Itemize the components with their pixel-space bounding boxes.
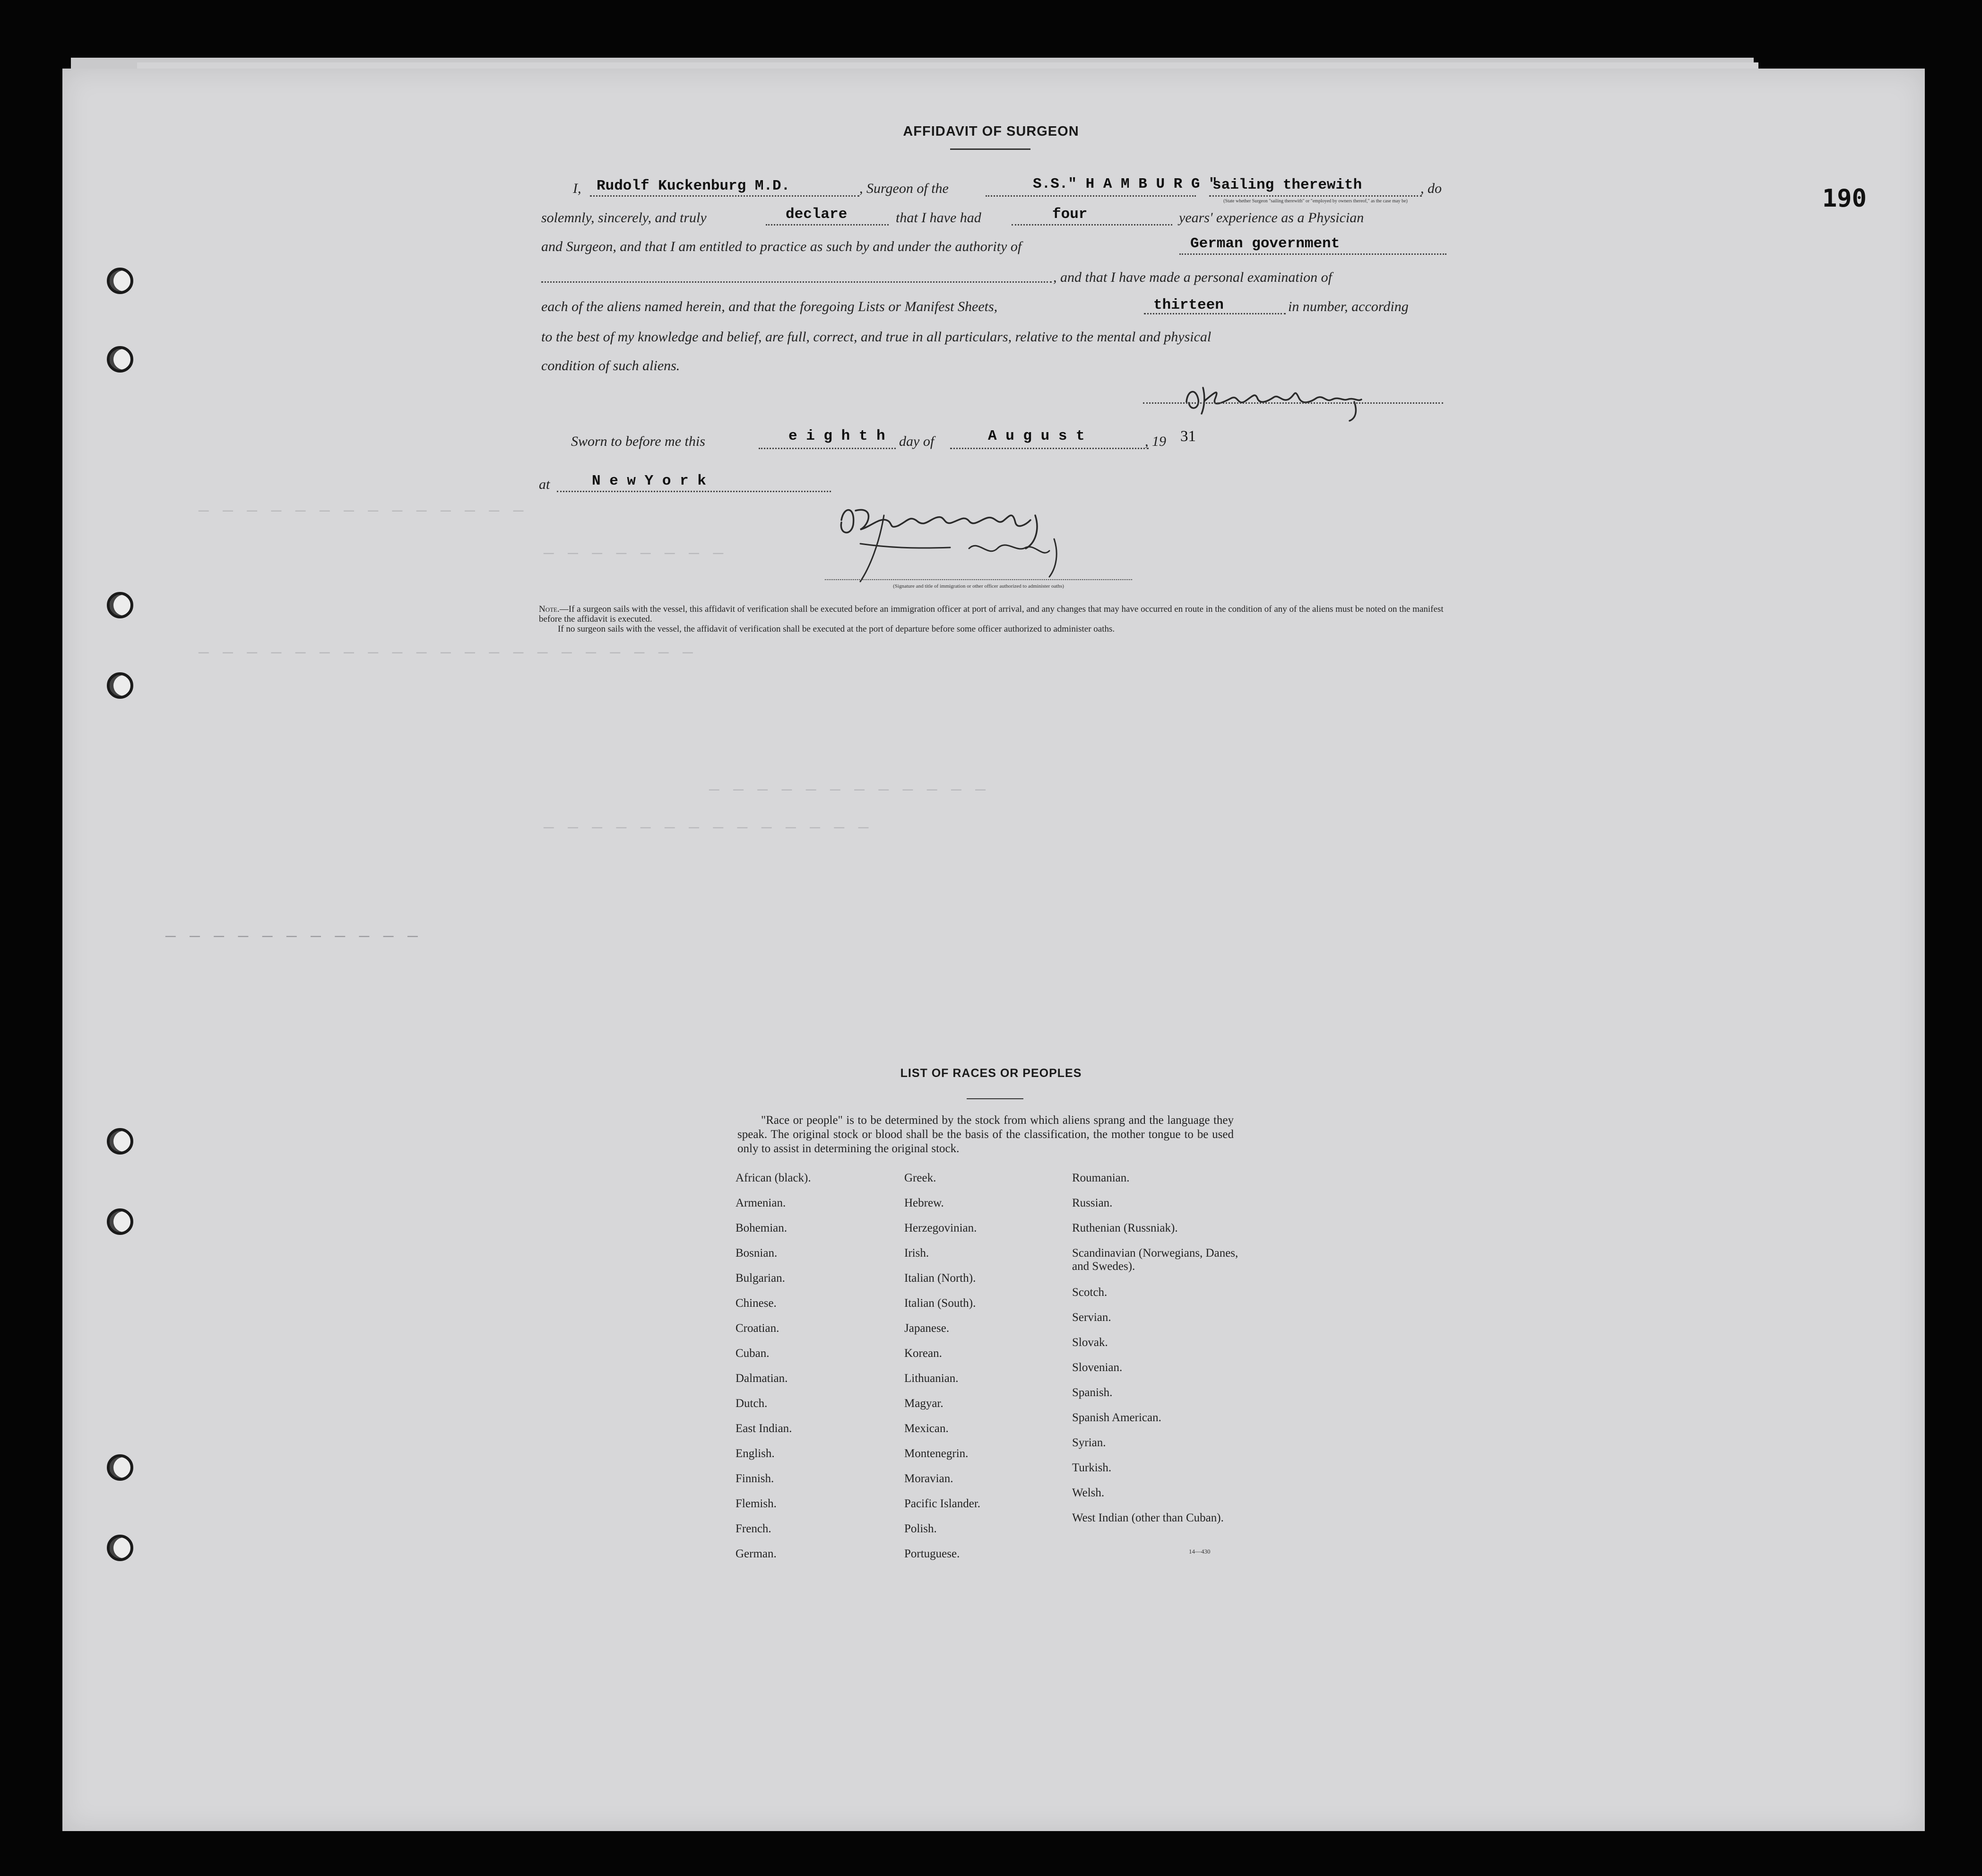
race-list-item: Dutch. — [736, 1397, 768, 1410]
sailing-note: (State whether Surgeon "sailing therewith" or "employed by owners thereof," as the case may be) — [1223, 199, 1408, 204]
race-list-item: Bohemian. — [736, 1222, 788, 1234]
race-list-item: West Indian (other than Cuban). — [1072, 1511, 1224, 1524]
punch-hole — [107, 268, 133, 294]
race-list-item: Japanese. — [904, 1322, 950, 1335]
verb-line — [766, 224, 889, 226]
affidavit-note — [539, 604, 1446, 634]
place-line — [557, 491, 831, 492]
race-list-item: German. — [736, 1547, 777, 1560]
races-title-rule — [967, 1098, 1023, 1099]
race-list-item: East Indian. — [736, 1422, 792, 1435]
race-list-item: Polish. — [904, 1522, 937, 1535]
race-list-item: Servian. — [1072, 1311, 1111, 1324]
sworn-month-line — [950, 448, 1149, 449]
punch-hole — [107, 1208, 133, 1235]
race-list-item: Bosnian. — [736, 1247, 778, 1259]
sworn-day: e i g h t h — [788, 428, 885, 444]
text-and-surgeon: and Surgeon, and that I am entitled to practice as such by and under the authority of — [541, 239, 1022, 254]
affidavit-title: AFFIDAVIT OF SURGEON — [903, 124, 1079, 139]
text-do: , do — [1420, 181, 1442, 196]
race-list-item: Russian. — [1072, 1197, 1113, 1209]
bleed-through-row: — — — — — — — — — — — — [165, 927, 420, 946]
text-sworn: Sworn to before me this — [571, 434, 705, 449]
officer-signature — [827, 492, 1186, 589]
race-list-item: Armenian. — [736, 1197, 786, 1209]
race-list-item: Ruthenian (Russniak). — [1072, 1222, 1178, 1234]
punch-hole — [107, 592, 133, 618]
punch-hole — [107, 1454, 133, 1481]
text-personal-exam: , and that I have made a personal examination of — [1053, 269, 1332, 285]
race-list-item: Hebrew. — [904, 1197, 944, 1209]
race-list-item: Irish. — [904, 1247, 929, 1259]
race-list-item: Flemish. — [736, 1497, 777, 1510]
form-number: 14—430 — [1189, 1548, 1211, 1555]
race-list-item: Italian (South). — [904, 1297, 976, 1310]
text-solemnly: solemnly, sincerely, and truly — [541, 210, 707, 226]
surgeon-signature-line — [1143, 402, 1443, 404]
years-line — [1012, 224, 1172, 226]
race-list-item: Dalmatian. — [736, 1372, 788, 1385]
punch-hole — [107, 1535, 133, 1561]
bleed-through-row: — — — — — — — — — — — — — [709, 780, 987, 799]
text-knowledge: to the best of my knowledge and belief, are full, correct, and true in all particulars, relative to the mental and physical — [541, 329, 1212, 345]
text-at: at — [539, 477, 550, 492]
surgeon-name-line — [590, 195, 859, 197]
race-list-item: Scandinavian (Norwegians, Danes, and Swedes). — [1072, 1247, 1238, 1273]
race-list-item: Korean. — [904, 1347, 942, 1360]
years: four — [1052, 206, 1088, 223]
text-year-prefix: , 19 — [1145, 434, 1166, 449]
race-list-item: Welsh. — [1072, 1486, 1105, 1499]
bleed-through-row: — — — — — — — — — [544, 544, 726, 563]
race-list-item: Magyar. — [904, 1397, 943, 1410]
race-list-item: French. — [736, 1522, 771, 1535]
note-label: Note. — [539, 604, 560, 614]
race-list-item: Syrian. — [1072, 1436, 1106, 1449]
race-list-item: Pacific Islander. — [904, 1497, 981, 1510]
race-list-item: Spanish American. — [1072, 1411, 1161, 1424]
authority-continuation-line — [541, 281, 1052, 283]
race-list-item: Bulgarian. — [736, 1272, 785, 1285]
sailing-status: sailing therewith — [1212, 177, 1362, 193]
race-list-item: Slovak. — [1072, 1336, 1108, 1349]
race-list-item: Moravian. — [904, 1472, 953, 1485]
bleed-through-row: — — — — — — — — — — — — — — — — — — — — — — [199, 643, 695, 662]
race-list-item: Spanish. — [1072, 1386, 1113, 1399]
race-list-item: Croatian. — [736, 1322, 779, 1335]
race-list-item: Italian (North). — [904, 1272, 976, 1285]
race-list-item: English. — [736, 1447, 775, 1460]
note-text: —If a surgeon sails with the vessel, this affidavit of verification shall be executed before an immigration officer at port of arrival, and any changes that may have occurred en route in the condition of any of the aliens must be noted on the manifest before the affidavit is executed. — [539, 604, 1444, 624]
race-list-item: Herzegovinian. — [904, 1222, 977, 1234]
verb: declare — [786, 206, 848, 223]
text-each-alien: each of the aliens named herein, and that the foregoing Lists or Manifest Sheets, — [541, 299, 998, 314]
text-years-experience: years' experience as a Physician — [1179, 210, 1364, 226]
text-in-number: in number, according — [1288, 299, 1409, 314]
race-list-item: Montenegrin. — [904, 1447, 969, 1460]
bleed-through-row: — — — — — — — — — — — — — — — [199, 501, 526, 521]
races-intro: "Race or people" is to be determined by the stock from which aliens sprang and the language they speak. The original stock or blood shall be the basis of the classification, the mother tongue to be used only to assist in determining the original stock. — [737, 1114, 1234, 1155]
surgeon-signature — [1182, 373, 1385, 428]
race-list-item: Greek. — [904, 1172, 936, 1184]
races-title: LIST OF RACES OR PEOPLES — [900, 1067, 1082, 1080]
sworn-month: A u g u s t — [988, 428, 1085, 444]
race-list-item: Scotch. — [1072, 1286, 1108, 1299]
punch-hole — [107, 1128, 133, 1155]
race-list-item: Turkish. — [1072, 1461, 1112, 1474]
sailing-line — [1209, 195, 1422, 197]
officer-signature-line — [825, 579, 1132, 580]
races-column-2 — [904, 1172, 980, 1572]
race-list-item: Cuban. — [736, 1347, 770, 1360]
sheets-count: thirteen — [1153, 297, 1224, 313]
vessel-name: S.S." H A M B U R G " — [1033, 176, 1218, 192]
text-surgeon-of: , Surgeon of the — [859, 181, 949, 196]
races-column-1 — [736, 1172, 811, 1572]
text-prefix-i: I, — [573, 181, 581, 196]
race-list-item: Chinese. — [736, 1297, 777, 1310]
authority: German government — [1190, 235, 1340, 252]
text-day-of: day of — [899, 434, 935, 449]
text-condition: condition of such aliens. — [541, 358, 680, 373]
race-list-item: Slovenian. — [1072, 1361, 1123, 1374]
note-text-2: If no surgeon sails with the vessel, the affidavit of verification shall be executed at the port of departure before some officer authorized to administer oaths. — [558, 624, 1115, 634]
authority-line — [1179, 253, 1446, 255]
race-list-item: African (black). — [736, 1172, 811, 1184]
races-column-3 — [1072, 1172, 1242, 1537]
place: N e w Y o r k — [592, 473, 706, 489]
race-list-item: Lithuanian. — [904, 1372, 959, 1385]
punch-hole — [107, 346, 133, 373]
sworn-day-line — [759, 448, 896, 449]
text-have-had: that I have had — [896, 210, 981, 226]
surgeon-name: Rudolf Kuckenburg M.D. — [597, 178, 790, 194]
race-list-item: Mexican. — [904, 1422, 949, 1435]
race-list-item: Finnish. — [736, 1472, 774, 1485]
vessel-line — [986, 195, 1196, 197]
officer-caption: (Signature and title of immigration or other officer authorized to administer oaths) — [893, 583, 1064, 589]
race-list-item: Roumanian. — [1072, 1172, 1130, 1184]
race-list-item: Portuguese. — [904, 1547, 960, 1560]
sworn-year: 31 — [1180, 428, 1196, 445]
page-number: 190 — [1822, 184, 1867, 213]
punch-hole — [107, 672, 133, 699]
bleed-through-row: — — — — — — — — — — — — — — — [544, 818, 871, 837]
title-rule — [950, 148, 1030, 150]
